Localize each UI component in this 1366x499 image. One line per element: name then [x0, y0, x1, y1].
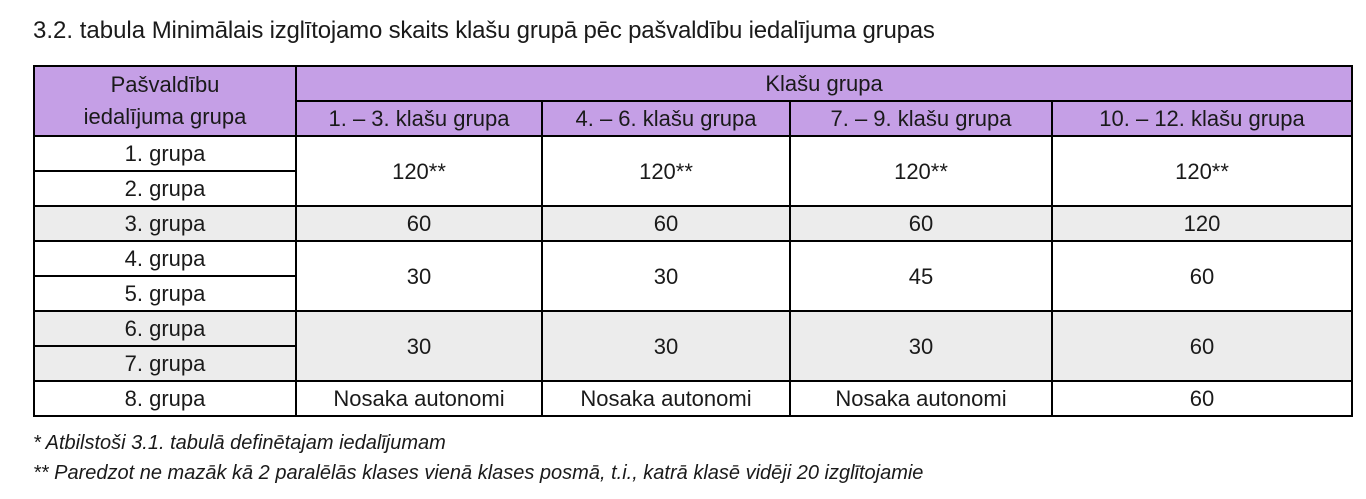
- row-label: 4. grupa: [34, 241, 296, 276]
- header-class-group: Klašu grupa: [296, 66, 1352, 101]
- cell-value: 120**: [296, 136, 542, 206]
- table-caption: [33, 14, 935, 48]
- table-row: [34, 311, 1352, 346]
- cell-value: Nosaka autonomi: [542, 381, 790, 416]
- row-label: 6. grupa: [34, 311, 296, 346]
- cell-value: 60: [790, 206, 1052, 241]
- cell-value: 60: [1052, 241, 1352, 311]
- header-row-1: [34, 66, 1352, 101]
- cell-value: 60: [1052, 311, 1352, 381]
- row-label: 3. grupa: [34, 206, 296, 241]
- row-label: 5. grupa: [34, 276, 296, 311]
- cell-value: 30: [790, 311, 1052, 381]
- cell-value: 30: [296, 241, 542, 311]
- cell-value: 30: [296, 311, 542, 381]
- min-students-table: [33, 65, 1353, 417]
- cell-value: 120: [1052, 206, 1352, 241]
- table-row: [34, 206, 1352, 241]
- cell-value: 60: [296, 206, 542, 241]
- table-title: Minimālais izglītojamo skaits klašu grupā pēc pašvaldību iedalījuma grupas: [151, 17, 935, 44]
- footnotes: [33, 428, 923, 488]
- table-number: 3.2. tabula: [33, 17, 146, 44]
- row-label: 7. grupa: [34, 346, 296, 381]
- cell-value: 120**: [790, 136, 1052, 206]
- cell-value: Nosaka autonomi: [790, 381, 1052, 416]
- cell-value: 30: [542, 241, 790, 311]
- header-municipality-line1: Pašvaldību: [110, 72, 220, 97]
- header-municipality-group: [34, 66, 296, 136]
- cell-value: 60: [1052, 381, 1352, 416]
- header-col-4: 10. – 12. klašu grupa: [1052, 101, 1352, 136]
- row-label: 8. grupa: [34, 381, 296, 416]
- table-row: [34, 381, 1352, 416]
- header-col-2: 4. – 6. klašu grupa: [542, 101, 790, 136]
- row-label: 2. grupa: [34, 171, 296, 206]
- cell-value: Nosaka autonomi: [296, 381, 542, 416]
- row-label: 1. grupa: [34, 136, 296, 171]
- cell-value: 120**: [542, 136, 790, 206]
- footnote-1: * Atbilstoši 3.1. tabulā definētajam iedalījumam: [33, 432, 446, 454]
- header-col-3: 7. – 9. klašu grupa: [790, 101, 1052, 136]
- footnote-2: ** Paredzot ne mazāk kā 2 paralēlās klases vienā klases posmā, t.i., katrā klasē vidēji 20 izglītojamie: [33, 462, 924, 484]
- cell-value: 30: [542, 311, 790, 381]
- table-row: [34, 241, 1352, 276]
- cell-value: 60: [542, 206, 790, 241]
- header-municipality-line2: iedalījuma grupa: [83, 104, 247, 129]
- table-row: [34, 136, 1352, 171]
- cell-value: 45: [790, 241, 1052, 311]
- cell-value: 120**: [1052, 136, 1352, 206]
- header-col-1: 1. – 3. klašu grupa: [296, 101, 542, 136]
